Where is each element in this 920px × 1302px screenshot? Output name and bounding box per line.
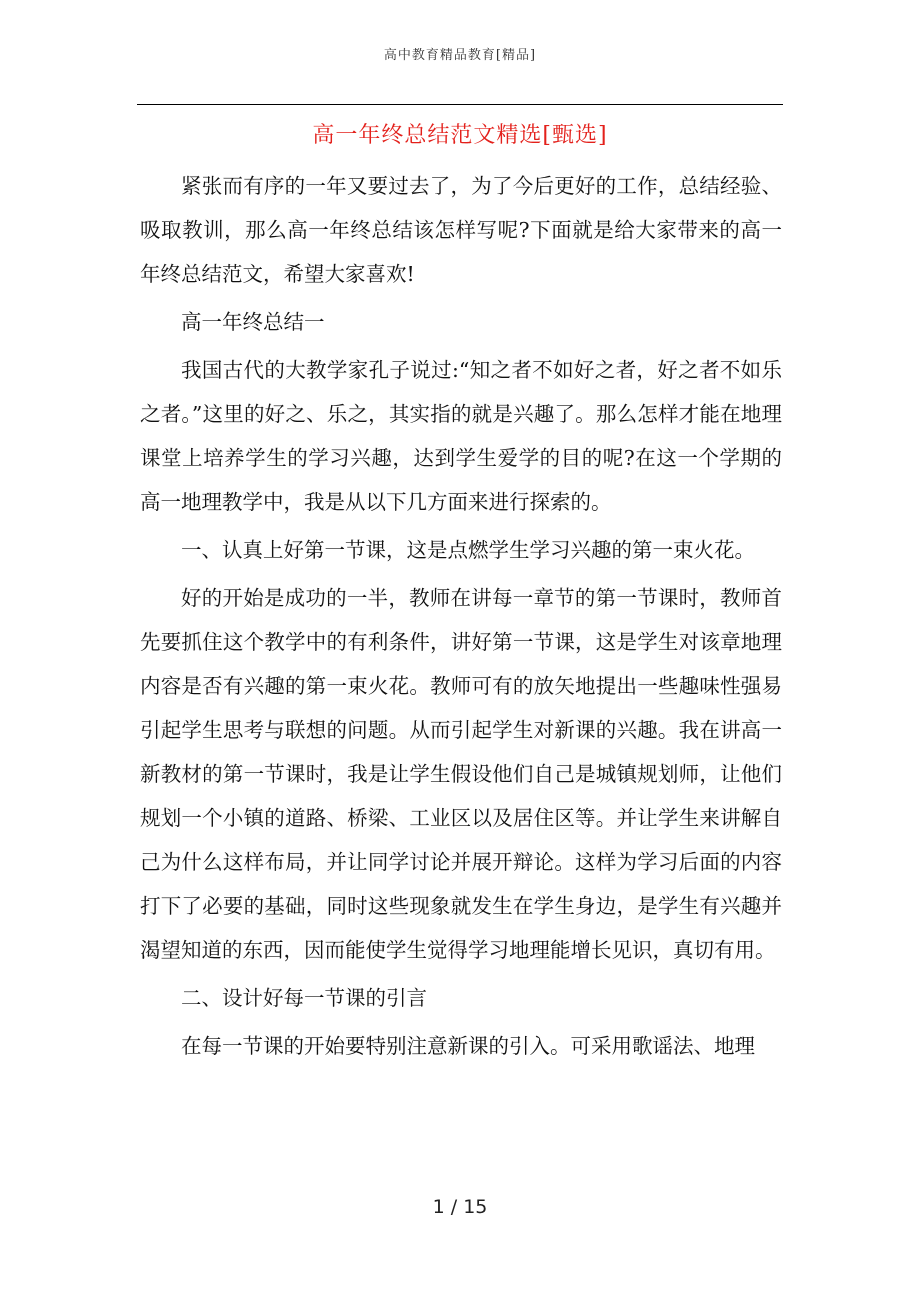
paragraph-intro: 紧张而有序的一年又要过去了，为了今后更好的工作，总结经验、吸取教训，那么高一年终总结该怎样写呢?下面就是给大家带来的高一年终总结范文，希望大家喜欢!: [140, 174, 782, 286]
page-header: 高中教育精品教育[精品]: [383, 48, 537, 63]
document-body: [140, 164, 782, 1072]
paragraph: 好的开始是成功的一半，教师在讲每一章节的第一节课时，教师首先要抓住这个教学中的有利条件，讲好第一节课，这是学生对该章地理内容是否有兴趣的第一束火花。教师可有的放矢地提出一些趣味性强易引起学生思考与联想的问题。从而引起学生对新课的兴趣。我在讲高一新教材的第一节课时，我是让学生假设他们自己是城镇规划师，让他们规划一个小镇的道路、桥梁、工业区以及居住区等。并让学生来讲解自己为什么这样布局，并让同学讨论并展开辩论。这样为学习后面的内容打下了必要的基础，同时这些现象就发生在学生身边，是学生有兴趣并渴望知道的东西，因而能使学生觉得学习地理能增长见识，真切有用。: [140, 586, 782, 962]
page-number: 1 / 15: [432, 1196, 488, 1218]
subheading: 二、设计好每一节课的引言: [181, 986, 427, 1010]
subheading: 一、认真上好第一节课，这是点燃学生学习兴趣的第一束火花。: [181, 538, 755, 562]
header-divider: [137, 104, 783, 105]
document-title: 高一年终总结范文精选[甄选]: [312, 123, 608, 148]
section-heading: 高一年终总结一: [181, 310, 325, 334]
paragraph: 在每一节课的开始要特别注意新课的引入。可采用歌谣法、地理: [181, 1034, 755, 1058]
paragraph: 我国古代的大教学家孔子说过:“知之者不如好之者，好之者不如乐之者。”这里的好之、乐之，其实指的就是兴趣了。那么怎样才能在地理课堂上培养学生的学习兴趣，达到学生爱学的目的呢?在这一个学期的高一地理教学中，我是从以下几方面来进行探索的。: [140, 358, 782, 514]
